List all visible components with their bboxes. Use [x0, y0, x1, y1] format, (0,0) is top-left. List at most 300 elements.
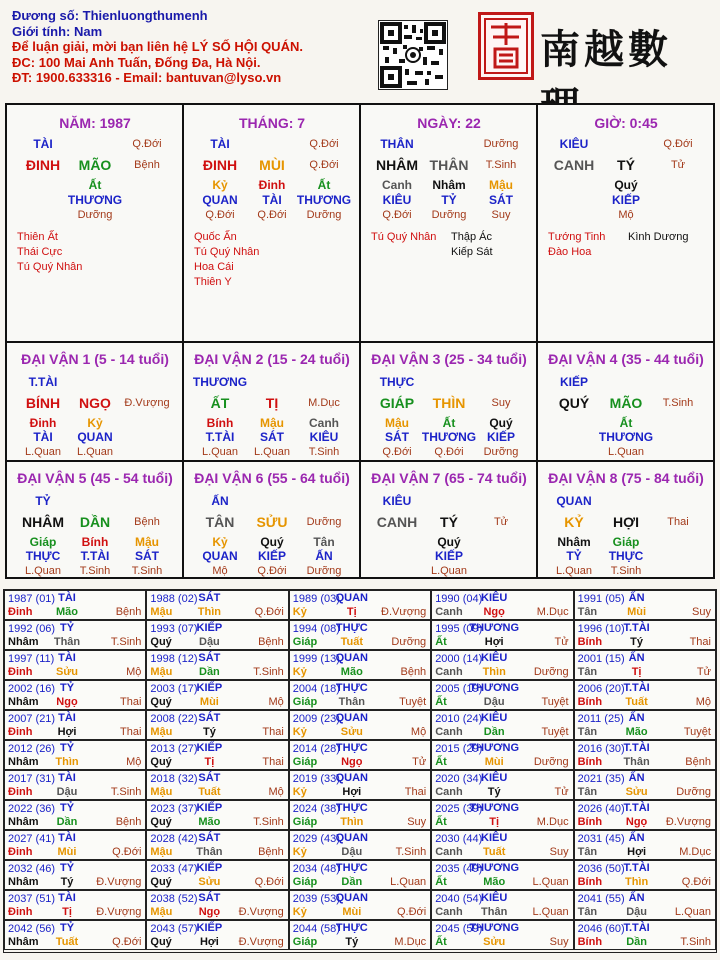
year-cell	[4, 650, 146, 680]
year-branch: Tị	[204, 756, 215, 768]
year-branch: Tuất	[55, 936, 79, 948]
dai-van-hidden-stem: Giáp	[29, 535, 57, 549]
year-label: 2012 (26)	[8, 743, 56, 755]
year-phase: Bệnh	[258, 636, 284, 648]
dai-van-phase: M.Dục	[308, 397, 340, 409]
hidden-stem: Ất	[88, 178, 102, 192]
year-branch: Thìn	[624, 876, 649, 888]
hidden-god: THƯƠNG	[296, 193, 352, 207]
year-cell	[289, 890, 431, 920]
year-stem: Ất	[435, 756, 447, 768]
star-right: Thập Ác	[451, 231, 492, 243]
year-branch: Hợi	[484, 636, 504, 648]
dai-van-hidden-phase: T.Sinh	[610, 565, 642, 577]
year-phase: Tử	[696, 666, 711, 678]
dai-van-hidden-phase: T.Sinh	[308, 446, 340, 458]
year-cell	[146, 860, 288, 890]
year-cell	[146, 890, 288, 920]
year-branch: Thìn	[482, 666, 506, 678]
year-god: KIÊU	[481, 712, 508, 724]
pillar-title: GIỜ: 0:45	[594, 115, 658, 131]
year-phase: Mộ	[695, 696, 711, 708]
year-label: 2030 (44)	[435, 833, 483, 845]
year-stem: Bính	[577, 816, 603, 828]
year-stem: Kỷ	[292, 606, 307, 618]
year-god: KIẾP	[196, 622, 223, 634]
year-cell	[574, 620, 716, 650]
year-phase: Dưỡng	[533, 666, 569, 678]
year-cell	[574, 590, 716, 620]
year-cell	[431, 740, 573, 770]
year-god: TỶ	[59, 742, 75, 754]
year-branch: Hợi	[342, 786, 362, 798]
year-branch: Tị	[631, 666, 642, 678]
owner-value: Thienluongthumenh	[82, 8, 208, 23]
year-label: 2038 (52)	[150, 893, 198, 905]
year-cell	[431, 620, 573, 650]
year-phase: T.Sinh	[110, 786, 142, 798]
year-branch: Thìn	[55, 756, 79, 768]
star-left: Thiên Y	[194, 276, 232, 288]
year-phase: Mộ	[126, 756, 142, 768]
pillar-phase: Tử	[670, 159, 686, 171]
year-phase: M.Dục	[536, 606, 569, 618]
year-stem: Mậu	[150, 606, 173, 618]
year-branch: Sửu	[625, 786, 648, 798]
dai-van-stem: CANH	[376, 514, 418, 530]
year-god: ẤN	[628, 892, 645, 904]
dai-van-phase: Bệnh	[134, 516, 160, 528]
hidden-stem: Mậu	[489, 178, 513, 192]
year-cell	[146, 590, 288, 620]
dai-van-phase: Tử	[493, 516, 509, 528]
year-god: TÀI	[58, 772, 76, 784]
year-phase: L.Quan	[532, 906, 569, 918]
dai-van-phase: Dưỡng	[306, 516, 342, 528]
year-cell	[289, 740, 431, 770]
year-label: 2036 (50)	[577, 863, 625, 875]
dai-van-hidden-phase: T.Sinh	[79, 565, 111, 577]
owner-line	[12, 8, 372, 24]
year-stem: Tân	[577, 726, 598, 738]
dai-van-hidden-stem: Canh	[309, 416, 339, 430]
pillar-god-right: Dưỡng	[483, 138, 519, 150]
year-branch: Tuất	[340, 636, 363, 648]
year-branch: Dần	[341, 876, 363, 888]
year-stem: Đinh	[8, 786, 33, 798]
year-label: 2043 (57)	[150, 923, 198, 935]
year-phase: Bệnh	[115, 816, 142, 828]
dai-van-hidden-god: QUAN	[202, 549, 238, 563]
year-stem: Ất	[435, 696, 447, 708]
year-label: 2017 (31)	[8, 773, 56, 785]
year-phase: Đ.Vượng	[238, 936, 284, 948]
star-left: Thái Cực	[17, 246, 63, 258]
year-god: KIẾP	[196, 682, 223, 694]
year-cell	[289, 620, 431, 650]
dai-van-god: THỰC	[379, 375, 415, 389]
year-god: T.TÀI	[623, 802, 650, 814]
year-stem: Mậu	[150, 666, 173, 678]
dai-van-cell	[538, 462, 713, 579]
pillar-god-left: THÂN	[380, 137, 414, 151]
qr-code[interactable]	[378, 20, 448, 90]
dai-van-hidden-stem: Quý	[260, 535, 284, 549]
dai-van-cell	[184, 343, 361, 462]
dai-van-hidden-god: KIÊU	[309, 430, 339, 444]
year-cell	[574, 920, 716, 950]
year-stem: Bính	[577, 636, 603, 648]
year-label: 2002 (16)	[8, 683, 56, 695]
year-phase: Thai	[404, 786, 427, 798]
year-cell	[146, 920, 288, 950]
year-stem: Nhâm	[8, 816, 39, 828]
year-stem: Mậu	[150, 906, 173, 918]
year-phase: M.Dục	[679, 846, 711, 858]
year-label: 2039 (53)	[292, 893, 340, 905]
year-cell	[431, 860, 573, 890]
year-stem: Mậu	[150, 726, 173, 738]
dai-van-title: ĐẠI VẬN 5 (45 - 54 tuổi)	[17, 470, 173, 486]
dai-van-hidden-phase: L.Quan	[253, 446, 291, 458]
hidden-phase: Q.Đới	[257, 209, 287, 221]
year-label: 2010 (24)	[435, 713, 483, 725]
pillar-branch: THÂN	[429, 157, 469, 173]
dai-van-phase: T.Sinh	[662, 397, 694, 409]
year-cell	[146, 650, 288, 680]
year-phase: Mộ	[268, 696, 284, 708]
year-phase: Dưỡng	[676, 786, 711, 798]
year-label: 2006 (20)	[577, 683, 625, 695]
year-branch: Dần	[56, 816, 78, 828]
hidden-god: TÀI	[262, 193, 282, 207]
year-label: 2040 (54)	[435, 893, 483, 905]
year-cell	[146, 770, 288, 800]
dai-van-hidden-phase: Q.Đới	[434, 446, 464, 458]
pillar-god-left: TÀI	[210, 137, 230, 151]
year-phase: Bệnh	[400, 666, 427, 678]
year-god: ẤN	[628, 652, 645, 664]
dai-van-cell	[184, 462, 361, 579]
year-stem: Đinh	[8, 846, 33, 858]
year-label: 1991 (05)	[577, 593, 625, 605]
year-god: QUAN	[335, 592, 368, 604]
year-branch: Mão	[483, 876, 506, 888]
hidden-phase: Dưỡng	[77, 209, 113, 221]
year-stem: Quý	[150, 756, 172, 768]
year-label: 2029 (43)	[292, 833, 340, 845]
year-label: 2011 (25)	[577, 713, 624, 725]
year-god: THƯƠNG	[469, 742, 520, 754]
gender-value: Nam	[73, 23, 103, 39]
year-label: 1997 (11)	[8, 653, 55, 665]
year-phase: Q.Đới	[396, 906, 427, 918]
star-left: Quốc Ấn	[194, 231, 237, 243]
year-cell	[574, 800, 716, 830]
year-phase: T.Sinh	[253, 816, 284, 828]
dai-van-hidden-stem: Kỷ	[87, 416, 103, 430]
year-branch: Tuất	[625, 696, 648, 708]
pillar-god-right: Q.Đới	[309, 138, 339, 150]
year-branch: Ngọ	[341, 756, 363, 768]
dai-van-hidden-phase: L.Quan	[76, 446, 114, 458]
year-label: 2046 (60)	[577, 923, 625, 935]
pillars-chart	[5, 103, 715, 579]
year-cell	[4, 620, 146, 650]
dai-van-hidden-phase: L.Quan	[430, 565, 468, 577]
year-god: SÁT	[198, 712, 221, 724]
brand-name: 南越數	[540, 26, 672, 73]
year-god: TÀI	[58, 892, 76, 904]
hidden-stem: Đinh	[258, 178, 286, 192]
year-label: 1987 (01)	[8, 593, 56, 605]
dai-van-cell	[361, 462, 538, 579]
year-cell	[431, 590, 573, 620]
dai-van-branch: MÃO	[609, 395, 643, 411]
year-branch: Mão	[340, 666, 363, 678]
year-god: SÁT	[198, 832, 221, 844]
year-label: 1994 (08)	[292, 623, 340, 635]
address-line: ĐC: 100 Mai Anh Tuấn, Đống Đa, Hà Nội.	[12, 54, 261, 70]
year-god: T.TÀI	[623, 682, 650, 694]
year-branch: Tị	[62, 906, 72, 918]
year-god: TÀI	[58, 832, 76, 844]
year-branch: Sửu	[55, 666, 79, 678]
year-god: T.TÀI	[623, 922, 650, 934]
year-god: THƯƠNG	[469, 682, 520, 694]
dai-van-hidden-stem: Bính	[81, 535, 109, 549]
year-cell	[4, 800, 146, 830]
year-stem: Quý	[150, 696, 172, 708]
pillar-branch: MÃO	[78, 157, 112, 173]
year-stem: Ất	[435, 876, 447, 888]
year-stem: Quý	[150, 876, 172, 888]
dai-van-hidden-stem: Giáp	[612, 535, 640, 549]
dai-van-god: T.TÀI	[28, 375, 58, 389]
year-label: 2016 (30)	[577, 743, 625, 755]
phone-email-line[interactable]: ĐT: 1900.633316 - Email: bantuvan@lyso.vn	[12, 70, 282, 85]
year-label: 2000 (14)	[435, 653, 483, 665]
year-cell	[289, 770, 431, 800]
dai-van-title: ĐẠI VẬN 2 (15 - 24 tuổi)	[194, 351, 350, 367]
dai-van-branch: NGỌ	[79, 395, 111, 411]
year-phase: Mộ	[268, 786, 284, 798]
star-left: Tướng Tinh	[548, 231, 606, 243]
year-phase: Tử	[412, 756, 427, 768]
dai-van-hidden-phase: L.Quan	[24, 446, 62, 458]
year-branch: Mùi	[484, 756, 504, 768]
year-label: 2020 (34)	[435, 773, 483, 785]
pillar-cell	[184, 105, 361, 343]
year-branch: Mão	[625, 726, 648, 738]
year-stem: Giáp	[292, 876, 318, 888]
year-branch: Ngọ	[198, 906, 221, 918]
year-god: QUAN	[335, 652, 368, 664]
year-branch: Sửu	[198, 876, 221, 888]
dai-van-hidden-stem: Mậu	[385, 416, 409, 430]
pillar-god-left: KIÊU	[559, 137, 589, 151]
year-label: 2001 (15)	[577, 653, 625, 665]
year-phase: Bệnh	[258, 846, 284, 858]
dai-van-hidden-stem: Quý	[437, 535, 461, 549]
year-cell	[431, 770, 573, 800]
year-cell	[289, 830, 431, 860]
year-phase: Tử	[554, 636, 569, 648]
dai-van-hidden-god: SÁT	[385, 430, 409, 444]
year-branch: Tý	[630, 636, 644, 648]
year-god: KIÊU	[481, 772, 508, 784]
dai-van-hidden-god: KIẾP	[434, 549, 464, 563]
year-cell	[289, 680, 431, 710]
dai-van-god: QUAN	[556, 494, 592, 508]
pillar-stem: NHÂM	[376, 157, 418, 173]
year-branch: Ngọ	[483, 606, 505, 618]
dai-van-hidden-phase: L.Quan	[24, 565, 62, 577]
year-branch: Hợi	[627, 846, 647, 858]
dai-van-hidden-stem: Ất	[619, 416, 633, 430]
year-god: T.TÀI	[623, 862, 650, 874]
year-stem: Nhâm	[8, 876, 39, 888]
year-god: ẤN	[628, 832, 645, 844]
dai-van-hidden-stem: Đinh	[29, 416, 57, 430]
year-cell	[4, 830, 146, 860]
year-branch: Ngọ	[56, 696, 78, 708]
star-left: Tú Quý Nhân	[194, 246, 260, 258]
year-stem: Mậu	[150, 786, 173, 798]
dai-van-hidden-god: SÁT	[135, 549, 159, 563]
star-right: Kình Dương	[628, 231, 689, 243]
year-god: TỶ	[59, 682, 75, 694]
year-stem: Đinh	[8, 666, 33, 678]
year-stem: Bính	[577, 756, 603, 768]
year-label: 2031 (45)	[577, 833, 625, 845]
year-label: 2025 (39)	[435, 803, 483, 815]
hidden-phase: Dưỡng	[306, 209, 342, 221]
year-branch: Hợi	[57, 726, 77, 738]
pillar-title: NĂM: 1987	[59, 115, 131, 131]
pillar-phase: Bệnh	[134, 159, 160, 171]
year-phase: T.Sinh	[110, 636, 142, 648]
hidden-phase: Q.Đới	[382, 209, 412, 221]
year-god: SÁT	[198, 772, 221, 784]
year-god: TÀI	[58, 652, 76, 664]
year-label: 2018 (32)	[150, 773, 198, 785]
year-phase: Q.Đới	[254, 606, 284, 618]
year-god: THỰC	[335, 622, 368, 634]
year-cell	[4, 680, 146, 710]
year-cell	[574, 890, 716, 920]
year-stem: Giáp	[292, 936, 318, 948]
dai-van-hidden-phase: L.Quan	[607, 446, 645, 458]
year-cell	[431, 680, 573, 710]
dai-van-cell	[7, 343, 184, 462]
year-label: 2019 (33)	[292, 773, 340, 785]
dai-van-branch: SỬU	[256, 514, 288, 530]
dai-van-hidden-god: THƯƠNG	[598, 430, 654, 444]
year-cell	[574, 860, 716, 890]
year-stem: Quý	[150, 936, 172, 948]
year-stem: Nhâm	[8, 756, 39, 768]
dai-van-hidden-stem: Ất	[442, 416, 456, 430]
year-phase: Q.Đới	[254, 876, 284, 888]
year-label: 2024 (38)	[292, 803, 340, 815]
year-cell	[4, 920, 146, 950]
year-label: 1998 (12)	[150, 653, 198, 665]
year-stem: Tân	[577, 666, 598, 678]
hidden-god: SÁT	[489, 193, 513, 207]
dai-van-title: ĐẠI VẬN 6 (55 - 64 tuổi)	[194, 470, 350, 486]
dai-van-hidden-god: THƯƠNG	[421, 430, 477, 444]
year-stem: Giáp	[292, 816, 318, 828]
pillar-god-left: TÀI	[33, 137, 53, 151]
year-phase: Q.Đới	[112, 936, 142, 948]
year-cell	[146, 620, 288, 650]
year-stem: Canh	[435, 906, 463, 918]
dai-van-god: KIÊU	[382, 494, 412, 508]
year-god: T.TÀI	[623, 742, 650, 754]
contact-line: Để luận giải, mời bạn liên hệ LÝ SỐ HỘI QUÁN.	[12, 39, 303, 54]
year-branch: Dần	[199, 666, 220, 678]
year-label: 2008 (22)	[150, 713, 198, 725]
year-stem: Kỷ	[292, 846, 307, 858]
year-phase: Tử	[554, 786, 569, 798]
year-cell	[146, 830, 288, 860]
year-cell	[431, 800, 573, 830]
hidden-god: THƯƠNG	[67, 193, 123, 207]
year-cell	[431, 830, 573, 860]
year-cell	[431, 920, 573, 950]
year-cell	[574, 770, 716, 800]
year-stem: Kỷ	[292, 726, 307, 738]
year-branch: Tý	[202, 726, 216, 738]
hidden-stem: Ất	[317, 178, 331, 192]
year-branch: Tuất	[198, 786, 221, 798]
year-branch: Thìn	[197, 606, 221, 618]
year-label: 2028 (42)	[150, 833, 198, 845]
dai-van-hidden-phase: Dưỡng	[483, 446, 519, 458]
year-phase: L.Quan	[674, 906, 711, 918]
year-god: T.TÀI	[623, 622, 650, 634]
year-stem: Giáp	[292, 696, 318, 708]
pillar-title: THÁNG: 7	[238, 115, 306, 131]
year-cell	[574, 650, 716, 680]
year-cell	[289, 650, 431, 680]
year-branch: Tị	[346, 606, 357, 618]
year-label: 2009 (23)	[292, 713, 340, 725]
year-branch: Tị	[489, 816, 500, 828]
dai-van-branch: TỊ	[265, 395, 279, 411]
pillar-branch: MÙI	[259, 157, 285, 173]
pillar-phase: Q.Đới	[309, 159, 339, 171]
year-cell	[289, 800, 431, 830]
year-phase: Đ.Vượng	[238, 906, 284, 918]
year-label: 2026 (40)	[577, 803, 625, 815]
dai-van-god: TỶ	[35, 494, 51, 508]
year-stem: Kỷ	[292, 786, 307, 798]
year-stem: Tân	[577, 846, 598, 858]
year-phase: M.Dục	[536, 816, 569, 828]
year-branch: Sửu	[483, 936, 506, 948]
year-god: THỰC	[335, 802, 368, 814]
dai-van-hidden-god: TÀI	[33, 430, 53, 444]
year-branch: Sửu	[340, 726, 363, 738]
year-stem: Giáp	[292, 636, 318, 648]
year-branch: Thân	[481, 906, 508, 918]
year-stem: Canh	[435, 786, 463, 798]
year-label: 2033 (47)	[150, 863, 198, 875]
star-left: Thiên Ất	[17, 231, 58, 243]
year-label: 2013 (27)	[150, 743, 198, 755]
